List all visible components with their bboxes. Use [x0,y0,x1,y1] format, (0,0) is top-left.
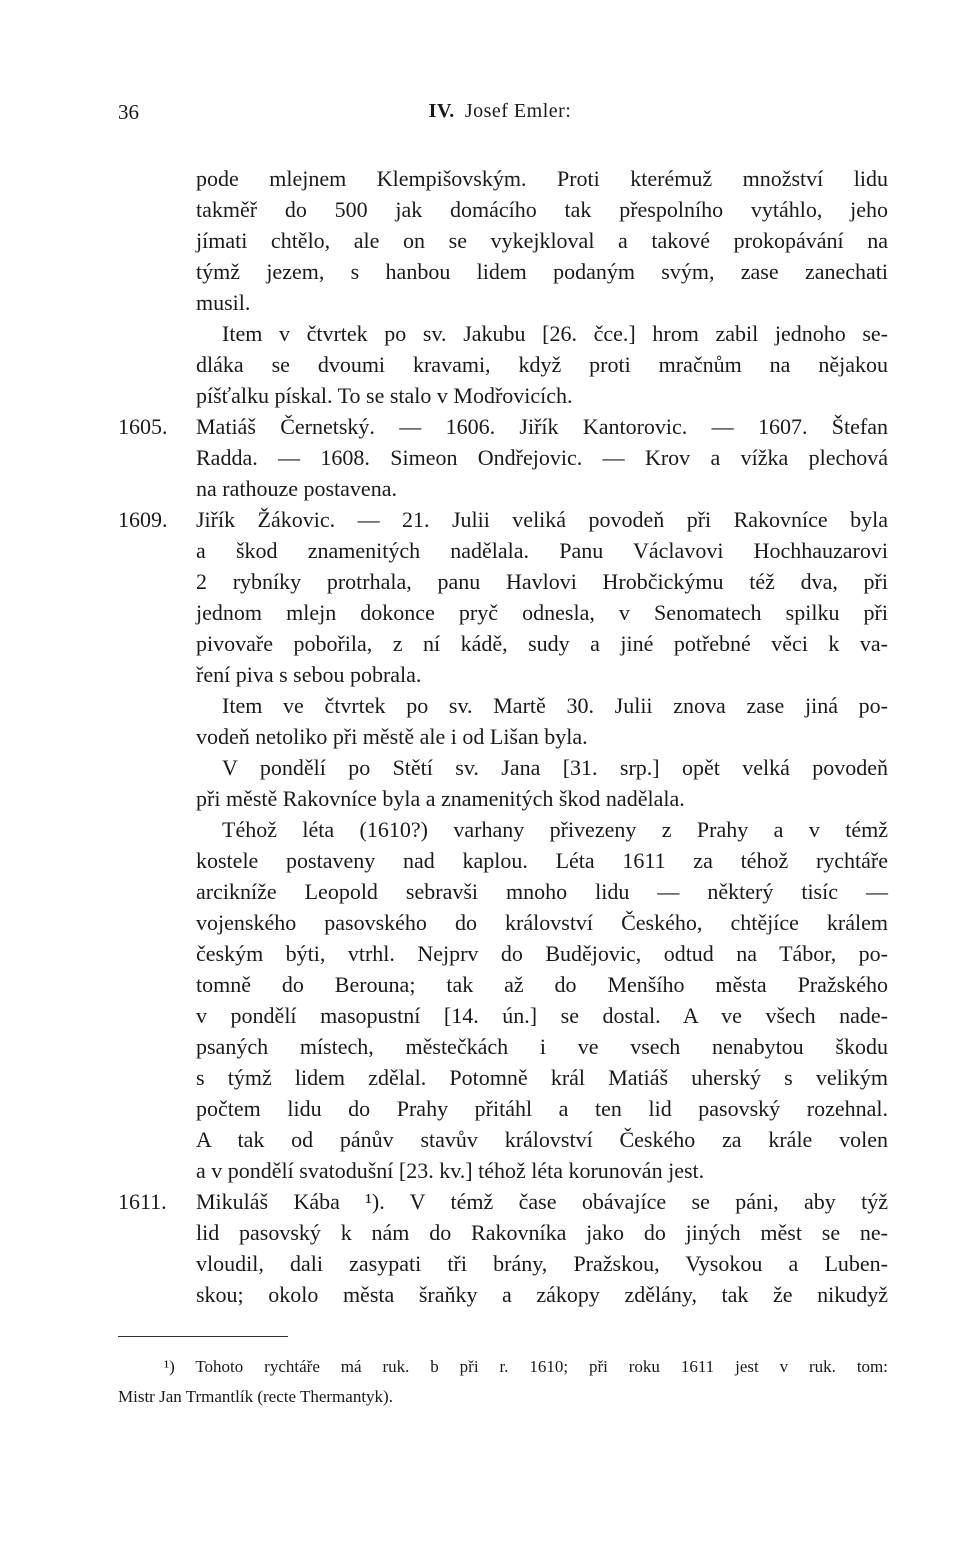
line-text: jímati chtělo, ale on se vykejkloval a takové prokopávání na [196,228,888,253]
text-line [118,628,888,659]
line-text: týmž jezem, s hanbou lidem podaným svým, zase zanechati [196,259,888,284]
text-line [118,1031,888,1062]
line-text: v pondělí masopustní [14. ún.] se dostal. A ve všech nade- [196,1003,888,1028]
line-text: skou; okolo města šraňky a zákopy zdělány, tak že nikudyž [196,1282,888,1307]
text-line [118,721,888,752]
line-text: jednom mlejn dokonce pryč odnesla, v Senomatech spilku při [196,600,888,625]
text-line [118,442,888,473]
body-text [118,163,888,1310]
line-text: píšťalku pískal. To se stalo v Modřovicích. [196,383,573,408]
text-line [118,690,888,721]
chapter-roman: IV. [428,100,455,122]
line-text: Matiáš Černetský. — 1606. Jiřík Kantorovic. — 1607. Štefan [196,414,888,439]
running-head [118,100,882,123]
text-line [118,938,888,969]
text-line [118,225,888,256]
text-line [118,752,888,783]
text-line [118,163,888,194]
text-line [118,1093,888,1124]
text-line [118,1217,888,1248]
text-line [118,1186,888,1217]
text-line [118,473,888,504]
year-marker: 1605. [118,414,168,439]
line-text: A tak od pánův stavův království Českého za krále volen [196,1127,888,1152]
footnote-line: ¹) Tohoto rychtáře má ruk. b při r. 1610; při roku 1611 jest v ruk. tom: [164,1357,888,1376]
line-text: Radda. — 1608. Simeon Ondřejovic. — Krov a vížka plechová [196,445,888,470]
line-text: tomně do Berouna; tak až do Menšího města Pražského [196,972,888,997]
text-line [118,1000,888,1031]
line-text: počtem lidu do Prahy přitáhl a ten lid pasovský rozehnal. [196,1096,888,1121]
line-text: vodeň netoliko při městě ale i od Lišan byla. [196,724,588,749]
text-line [118,194,888,225]
line-text: dláka se dvoumi kravami, když proti mračnům na nějakou [196,352,888,377]
text-line [118,380,888,411]
footnote-rule [118,1336,288,1337]
line-text: arcikníže Leopold sebravši mnoho lidu — některý tisíc — [196,879,888,904]
page-number: 36 [118,100,139,124]
text-line [118,566,888,597]
text-line [118,1248,888,1279]
line-text: pode mlejnem Klempišovským. Proti kterémuž množství lidu [196,166,888,191]
line-text: V pondělí po Stětí sv. Jana [31. srp.] opět velká povodeň [222,755,888,780]
text-line [118,256,888,287]
text-line [118,504,888,535]
line-text: psaných místech, městečkách i ve vsech nenabytou škodu [196,1034,888,1059]
line-text: při městě Rakovníce byla a znamenitých škod nadělala. [196,786,685,811]
year-marker: 1611. [118,1189,167,1214]
text-line [118,969,888,1000]
page-header [118,100,882,130]
line-text: lid pasovský k nám do Rakovníka jako do jiných měst se ne- [196,1220,888,1245]
line-text: a škod znamenitých nadělala. Panu Václavovi Hochhauzarovi [196,538,888,563]
text-line [118,814,888,845]
line-text: vojenského pasovského do království Českého, chtějíce králem [196,910,888,935]
line-text: Jiřík Žákovic. — 21. Julii veliká povodeň při Rakovníce byla [196,507,888,532]
text-line [118,411,888,442]
text-line [118,287,888,318]
year-marker: 1609. [118,507,168,532]
text-line [118,349,888,380]
text-line [118,1279,888,1310]
text-line [118,907,888,938]
line-text: kostele postaveny nad kaplou. Léta 1611 za téhož rychtáře [196,848,888,873]
text-line [118,659,888,690]
text-line [118,535,888,566]
footnote-line: Mistr Jan Trmantlík (recte Thermantyk). [118,1387,393,1406]
text-line [118,783,888,814]
line-text: Item ve čtvrtek po sv. Martě 30. Julii znova zase jiná po- [222,693,888,718]
chapter-author: Josef Emler: [464,100,572,122]
text-line [118,1062,888,1093]
line-text: na rathouze postavena. [196,476,397,501]
text-line [118,597,888,628]
line-text: pivovaře pobořila, z ní kádě, sudy a jiné potřebné věci k va- [196,631,888,656]
line-text: Téhož léta (1610?) varhany přivezeny z Prahy a v témž [222,817,888,842]
line-text: takměř do 500 jak domácího tak přespolního vytáhlo, jeho [196,197,888,222]
line-text: musil. [196,290,251,315]
line-text: a v pondělí svatodušní [23. kv.] téhož léta korunován jest. [196,1158,705,1183]
line-text: Mikuláš Kába ¹). V témž čase obávajíce se páni, aby týž [196,1189,888,1214]
line-text: ření piva s sebou pobrala. [196,662,422,687]
footnote [118,1352,888,1412]
line-text: Item v čtvrtek po sv. Jakubu [26. čce.] hrom zabil jednoho se- [222,321,888,346]
text-line [118,876,888,907]
text-line [118,1155,888,1186]
text-line [118,845,888,876]
line-text: vloudil, dali zasypati tři brány, Pražskou, Vysokou a Luben- [196,1251,888,1276]
line-text: českým býti, vtrhl. Nejprv do Budějovic, odtud na Tábor, po- [196,941,888,966]
line-text: 2 rybníky protrhala, panu Havlovi Hrobčickýmu též dva, při [196,569,888,594]
text-line [118,1124,888,1155]
line-text: s týmž lidem zdělal. Potomně král Matiáš uherský s velikým [196,1065,888,1090]
text-line [118,318,888,349]
